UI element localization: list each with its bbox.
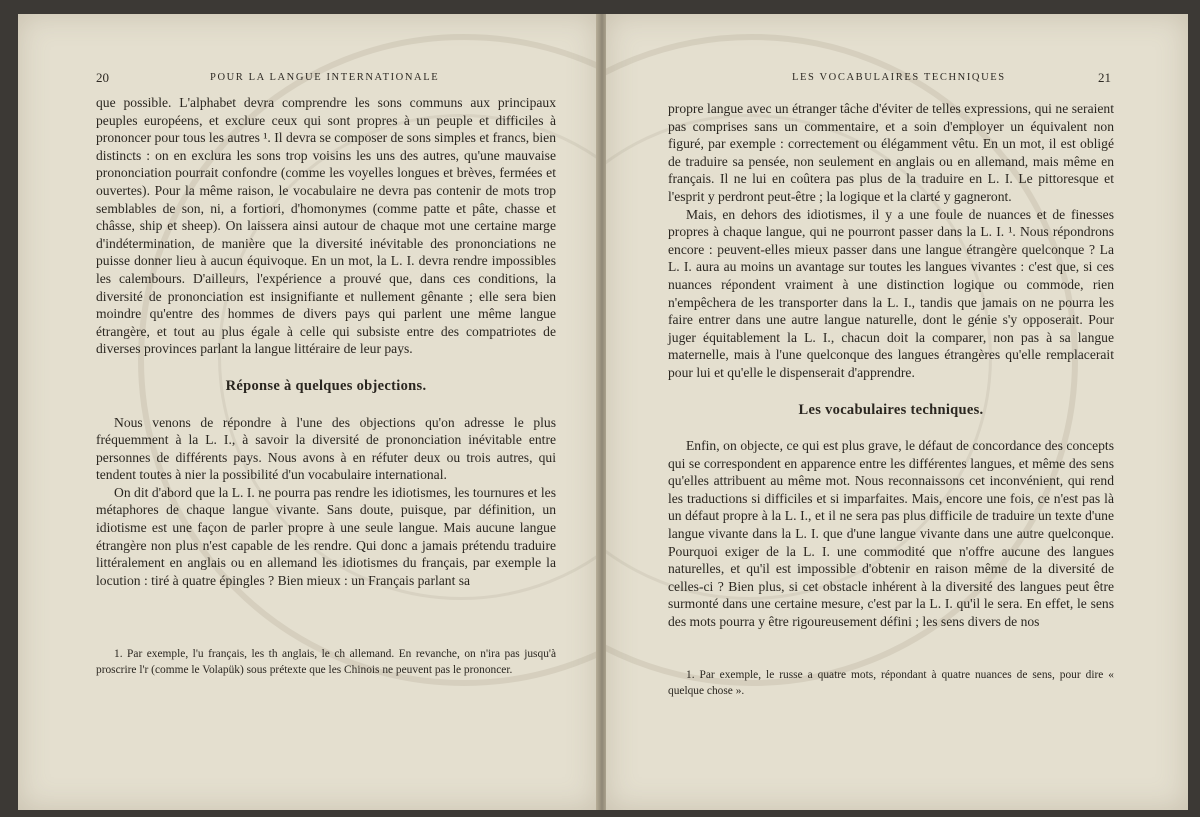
section-heading: Réponse à quelques objections. xyxy=(225,377,427,394)
running-head: LES VOCABULAIRES TECHNIQUES xyxy=(792,72,1006,83)
paragraph: On dit d'abord que la L. I. ne pourra pas rendre les idiotismes, les tournures et les métaphores de chaque langue vivante. Sans doute, puisque, par définition, un idiotisme est une façon de parler propre à une seule langue. Mais aucune langue étrangère non plus n'est capable de les rendre. Qui donc a jamais prétendu traduire littéralement en anglais ou en allemand les idiotismes du français, par exemple la locution : tiré à quatre épingles ? Bien mieux : un Français parlant sa xyxy=(96,484,556,588)
paragraph: que possible. L'alphabet devra comprendre les sons communs aux principaux peuples européens, et exclure ceux qui sont propres à un peuple et difficiles à prononcer pour tous les autres ¹. Il devra se composer de sons simples et francs, bien distincts : on en exclura les sons trop voisins les uns des autres, qu'une mauvaise prononciation pourrait confondre (comme les voyelles longues et brèves, fermées et ouvertes). Pour la même raison, le vocabulaire ne devra pas contenir de mots trop semblables de son, ni, a fortiori, d'homonymes (comme patte et pâte, chasse et châsse, ship et sheep). On laissera ainsi autour de chaque mot une certaine marge d'indétermination, de manière que la diversité inévitable des prononciations ne puisse donner lieu à aucun équivoque. En un mot, la L. I. devra rendre impossibles les calembours. D'ailleurs, l'expérience a prouvé que, dans ces conditions, la diversité de prononciation est insignifiante et nullement gênante ; elle sera bien moindre qu'entre des hommes de divers pays qui parlent une même langue étrangère, et tout au plus égale à celle qui subsiste entre des compatriotes de diverses provinces parlant la langue littéraire de leur pays. xyxy=(96,95,556,357)
footnote-text: 1. Par exemple, l'u français, les th anglais, le ch allemand. En revanche, on n'ira pas jusqu'à proscrire l'r (comme le Volapük) sous prétexte que les Chinois ne peuvent pas le prononcer. xyxy=(96,648,556,676)
page-number: 21 xyxy=(1098,70,1111,85)
section-heading: Les vocabulaires techniques. xyxy=(798,401,984,418)
paragraph: Mais, en dehors des idiotismes, il y a une foule de nuances et de finesses propres à chaque langue, qui ne pourront passer dans la L. I. ¹. Nous répondrons encore : peuvent-elles mieux passer dans une langue étrangère quelconque ? La L. I. aura au moins un avantage sur toutes les langues vivantes : c'est que, si ces nuances répondent vraiment à une distinction logique ou commode, rien n'empêchera de les transporter dans la L. I., tandis que jamais on ne pourra les faire entrer dans une autre langue naturelle, dont le génie s'y opposerait. Pour juger équitablement la L. I., chacun doit la comparer, non pas à sa langue maternelle, mais à l'une quelconque des langues étrangères qu'elle remplacerait pour lui et qu'elle le dispenserait d'apprendre. xyxy=(668,206,1114,380)
footnote-text: 1. Par exemple, le russe a quatre mots, répondant à quatre nuances de sens, pour dire « quelque chose ». xyxy=(668,669,1114,697)
body-text xyxy=(668,100,1114,631)
footnote xyxy=(96,647,556,678)
right-page xyxy=(606,14,1188,810)
page-number: 20 xyxy=(96,70,109,85)
left-page xyxy=(18,14,598,810)
paragraph: Nous venons de répondre à l'une des objections qu'on adresse le plus fréquemment à la L. I., à savoir la diversité de prononciation inévitable entre personnes de différents pays. Nous avons à en réfuter deux ou trois autres, qui tendent toutes à nier la possibilité d'un vocabulaire international. xyxy=(96,414,556,483)
footnote xyxy=(668,668,1114,699)
body-text xyxy=(96,94,556,589)
running-head: POUR LA LANGUE INTERNATIONALE xyxy=(210,72,440,83)
paragraph: Enfin, on objecte, ce qui est plus grave, le défaut de concordance des concepts qui se correspondent en apparence entre les différentes langues, et même des sens qu'elles attribuent au même mot. Nous reconnaissons cet inconvénient, qui rend les traductions si difficiles et si imparfaites. Mais, encore une fois, ce n'est pas là un défaut propre à la L. I., et il ne sera pas plus difficile de traduire un texte d'une langue vivante dans la L. I. que d'une langue vivante dans une autre quelconque. Pourquoi exiger de la L. I. une commodité que n'offre aucune des langues naturelles, et qu'il est impossible d'obtenir en raison même de la diversité de celles-ci ? Bien plus, si cet obstacle inhérent à la diversité des langues peut être surmonté dans une certaine mesure, c'est par la L. I. qu'il le sera. En effet, le sens des mots pourra y être rigoureusement défini ; les sens divers de nos xyxy=(668,438,1114,630)
paragraph: propre langue avec un étranger tâche d'éviter de telles expressions, qui ne seraient pas comprises sans un commentaire, et a soin d'employer un équivalent non figuré, par exemple : correctement ou élégamment vêtu. En un mot, il est obligé de traduire sa pensée, non seulement en anglais ou en allemand, mais même en français. Il ne lui en coûtera pas plus de la traduire en L. I. Le pittoresque et l'esprit y perdront peut-être ; la logique et la clarté y gagneront. xyxy=(668,101,1114,204)
